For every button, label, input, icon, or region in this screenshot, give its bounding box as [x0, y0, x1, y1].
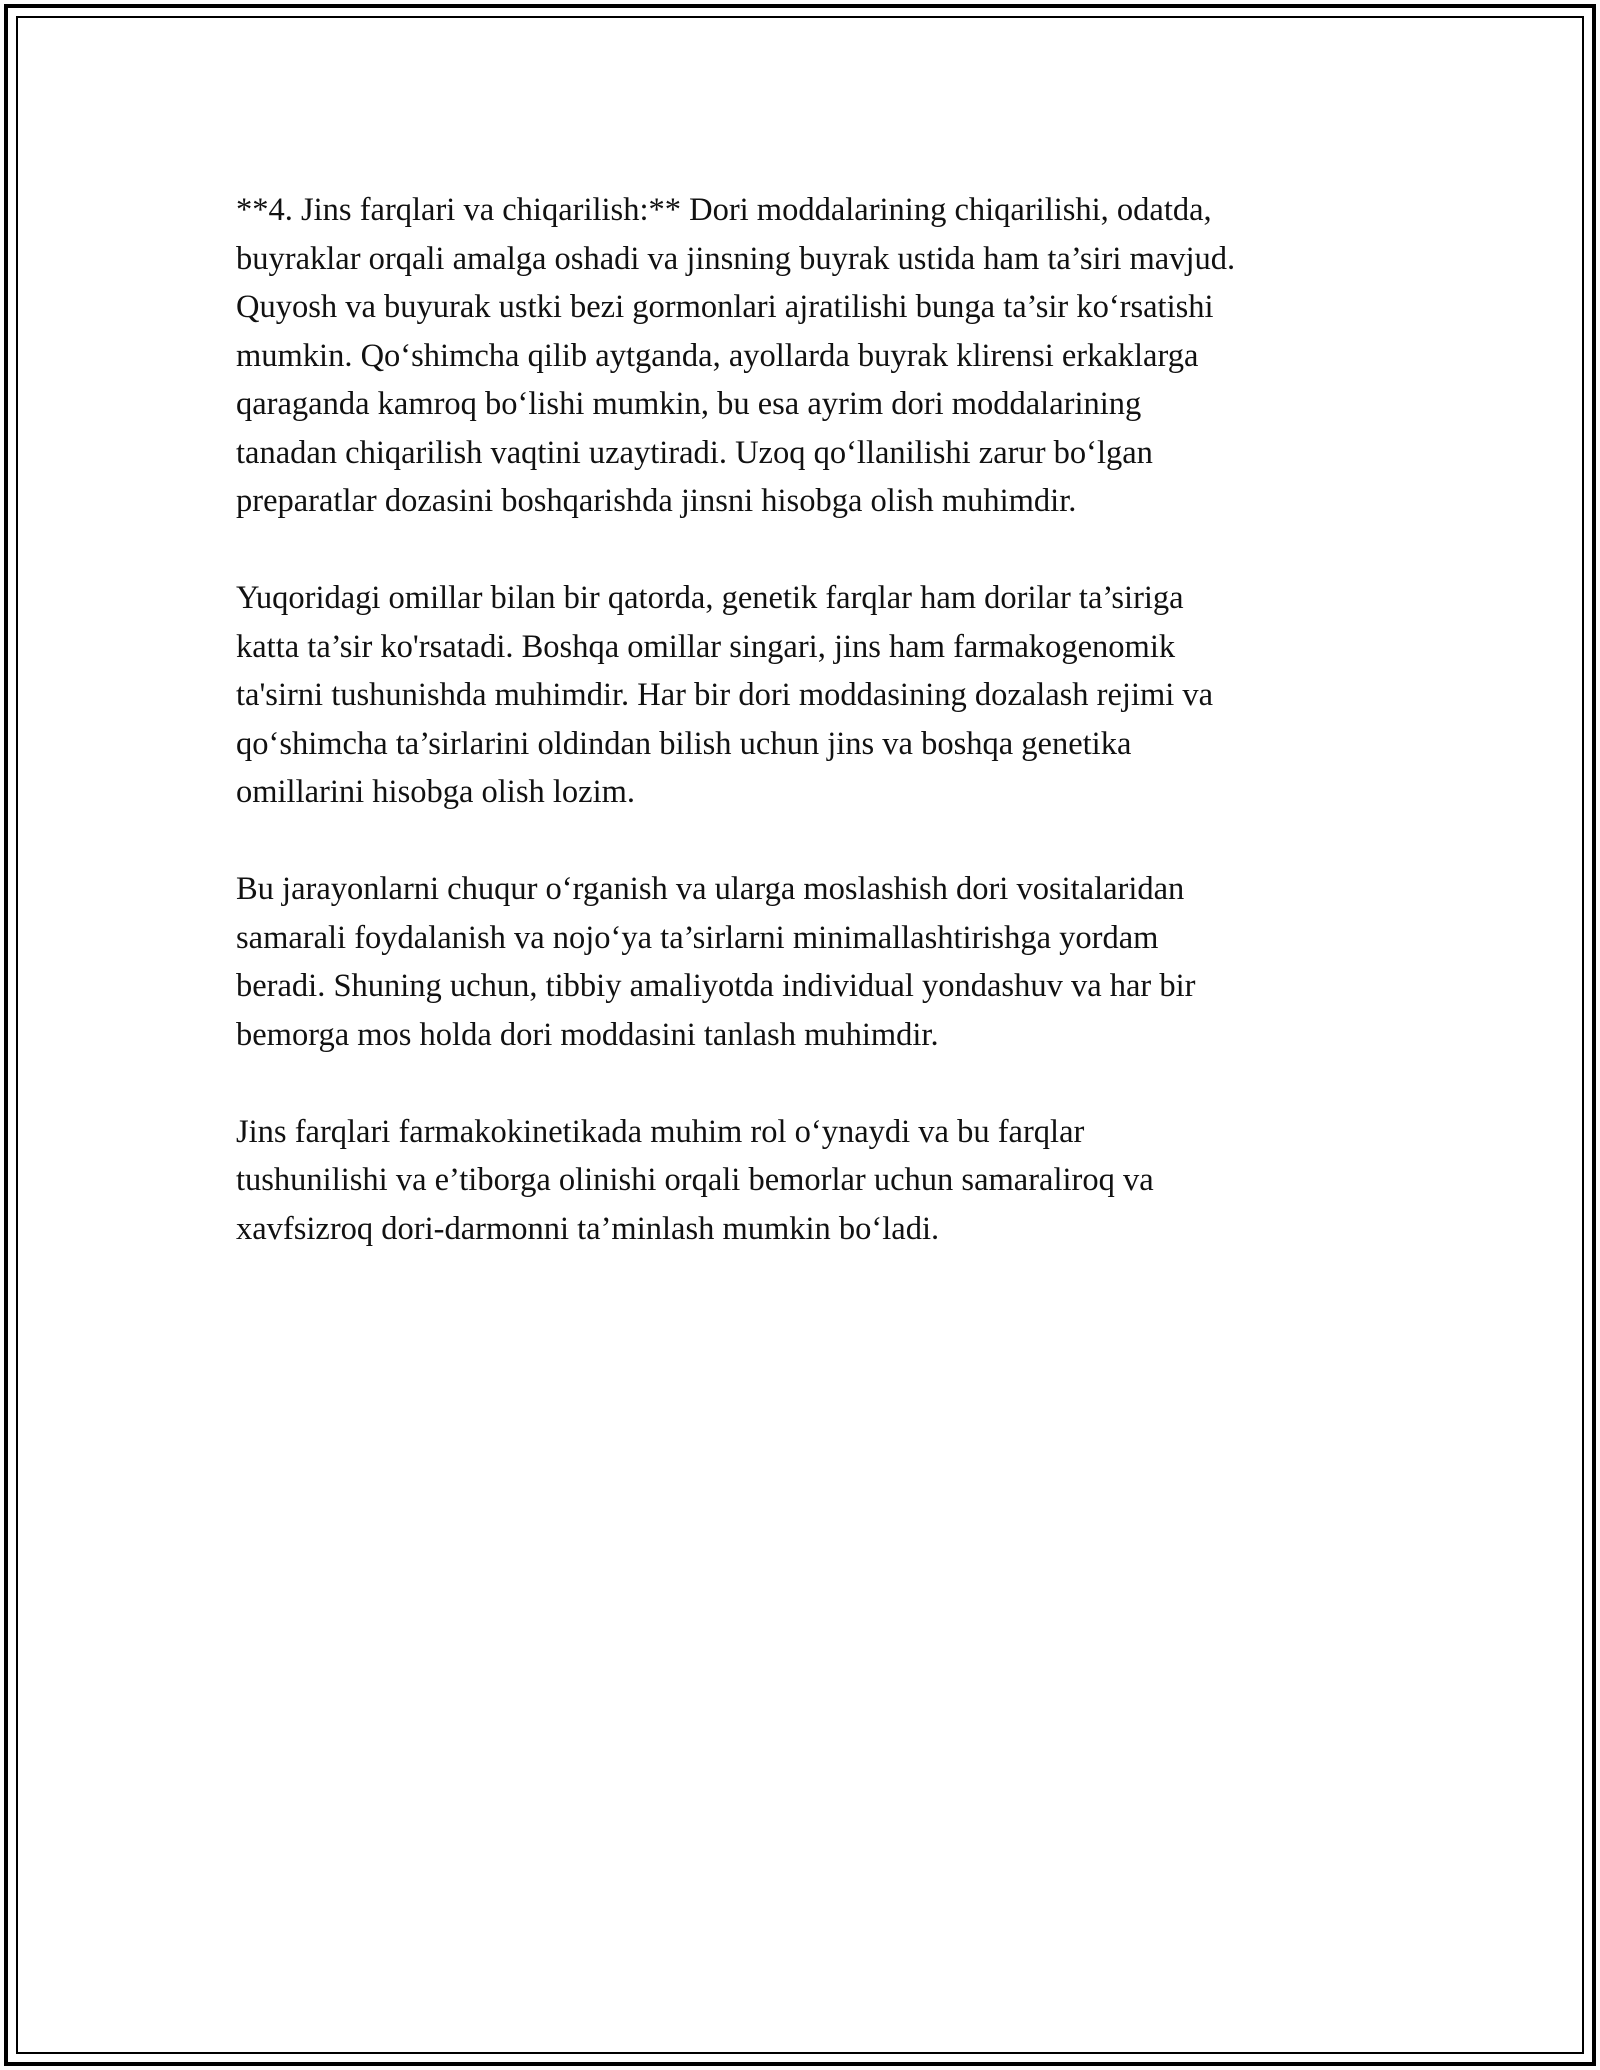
paragraph-practice	[236, 865, 1396, 1059]
paragraph-line: **4. Jins farqlari va chiqarilish:** Dori moddalarining chiqarilishi, odatda,	[236, 192, 1212, 228]
paragraph-line: bemorga mos holda dori moddasini tanlash muhimdir.	[236, 1016, 939, 1053]
paragraph-conclusion	[236, 1108, 1396, 1254]
paragraph-line: mumkin. Qoʻshimcha qilib aytganda, ayollarda buyrak klirensi erkaklarga	[236, 337, 1199, 374]
paragraph-line: xavfsizroq dori-darmonni ta’minlash mumkin boʻladi.	[236, 1210, 940, 1247]
paragraph-line: qaraganda kamroq boʻlishi mumkin, bu esa ayrim dori moddalarining	[236, 386, 1142, 422]
paragraph-line: buyraklar orqali amalga oshadi va jinsning buyrak ustida ham ta’siri mavjud.	[236, 240, 1236, 277]
paragraph-line: Yuqoridagi omillar bilan bir qatorda, genetik farqlar ham dorilar ta’siriga	[236, 580, 1184, 616]
paragraph-line: tushunilishi va e’tiborga olinishi orqali bemorlar uchun samaraliroq va	[236, 1162, 1154, 1198]
paragraph-line: tanadan chiqarilish vaqtini uzaytiradi. Uzoq qoʻllanilishi zarur boʻlgan	[236, 434, 1153, 471]
paragraph-excretion	[236, 186, 1396, 526]
paragraph-line: preparatlar dozasini boshqarishda jinsni hisobga olish muhimdir.	[236, 483, 1077, 519]
paragraph-line: katta ta’sir ko'rsatadi. Boshqa omillar singari, jins ham farmakogenomik	[236, 628, 1176, 665]
paragraph-line: ta'sirni tushunishda muhimdir. Har bir dori moddasining dozalash rejimi va	[236, 677, 1214, 713]
paragraph-line: Bu jarayonlarni chuqur oʻrganish va ularga moslashish dori vositalaridan	[236, 871, 1185, 907]
paragraph-line: Jins farqlari farmakokinetikada muhim rol oʻynaydi va bu farqlar	[236, 1113, 1085, 1150]
paragraph-line: omillarini hisobga olish lozim.	[236, 774, 635, 810]
document-body	[236, 186, 1396, 1302]
paragraph-line: beradi. Shuning uchun, tibbiy amaliyotda individual yondashuv va har bir	[236, 968, 1196, 1004]
paragraph-line: qoʻshimcha ta’sirlarini oldindan bilish uchun jins va boshqa genetika	[236, 725, 1132, 762]
paragraph-line: samarali foydalanish va nojoʻya ta’sirlarni minimallashtirishga yordam	[236, 919, 1159, 956]
paragraph-genetics	[236, 574, 1396, 817]
paragraph-line: Quyosh va buyurak ustki bezi gormonlari ajratilishi bunga ta’sir koʻrsatishi	[236, 289, 1214, 325]
